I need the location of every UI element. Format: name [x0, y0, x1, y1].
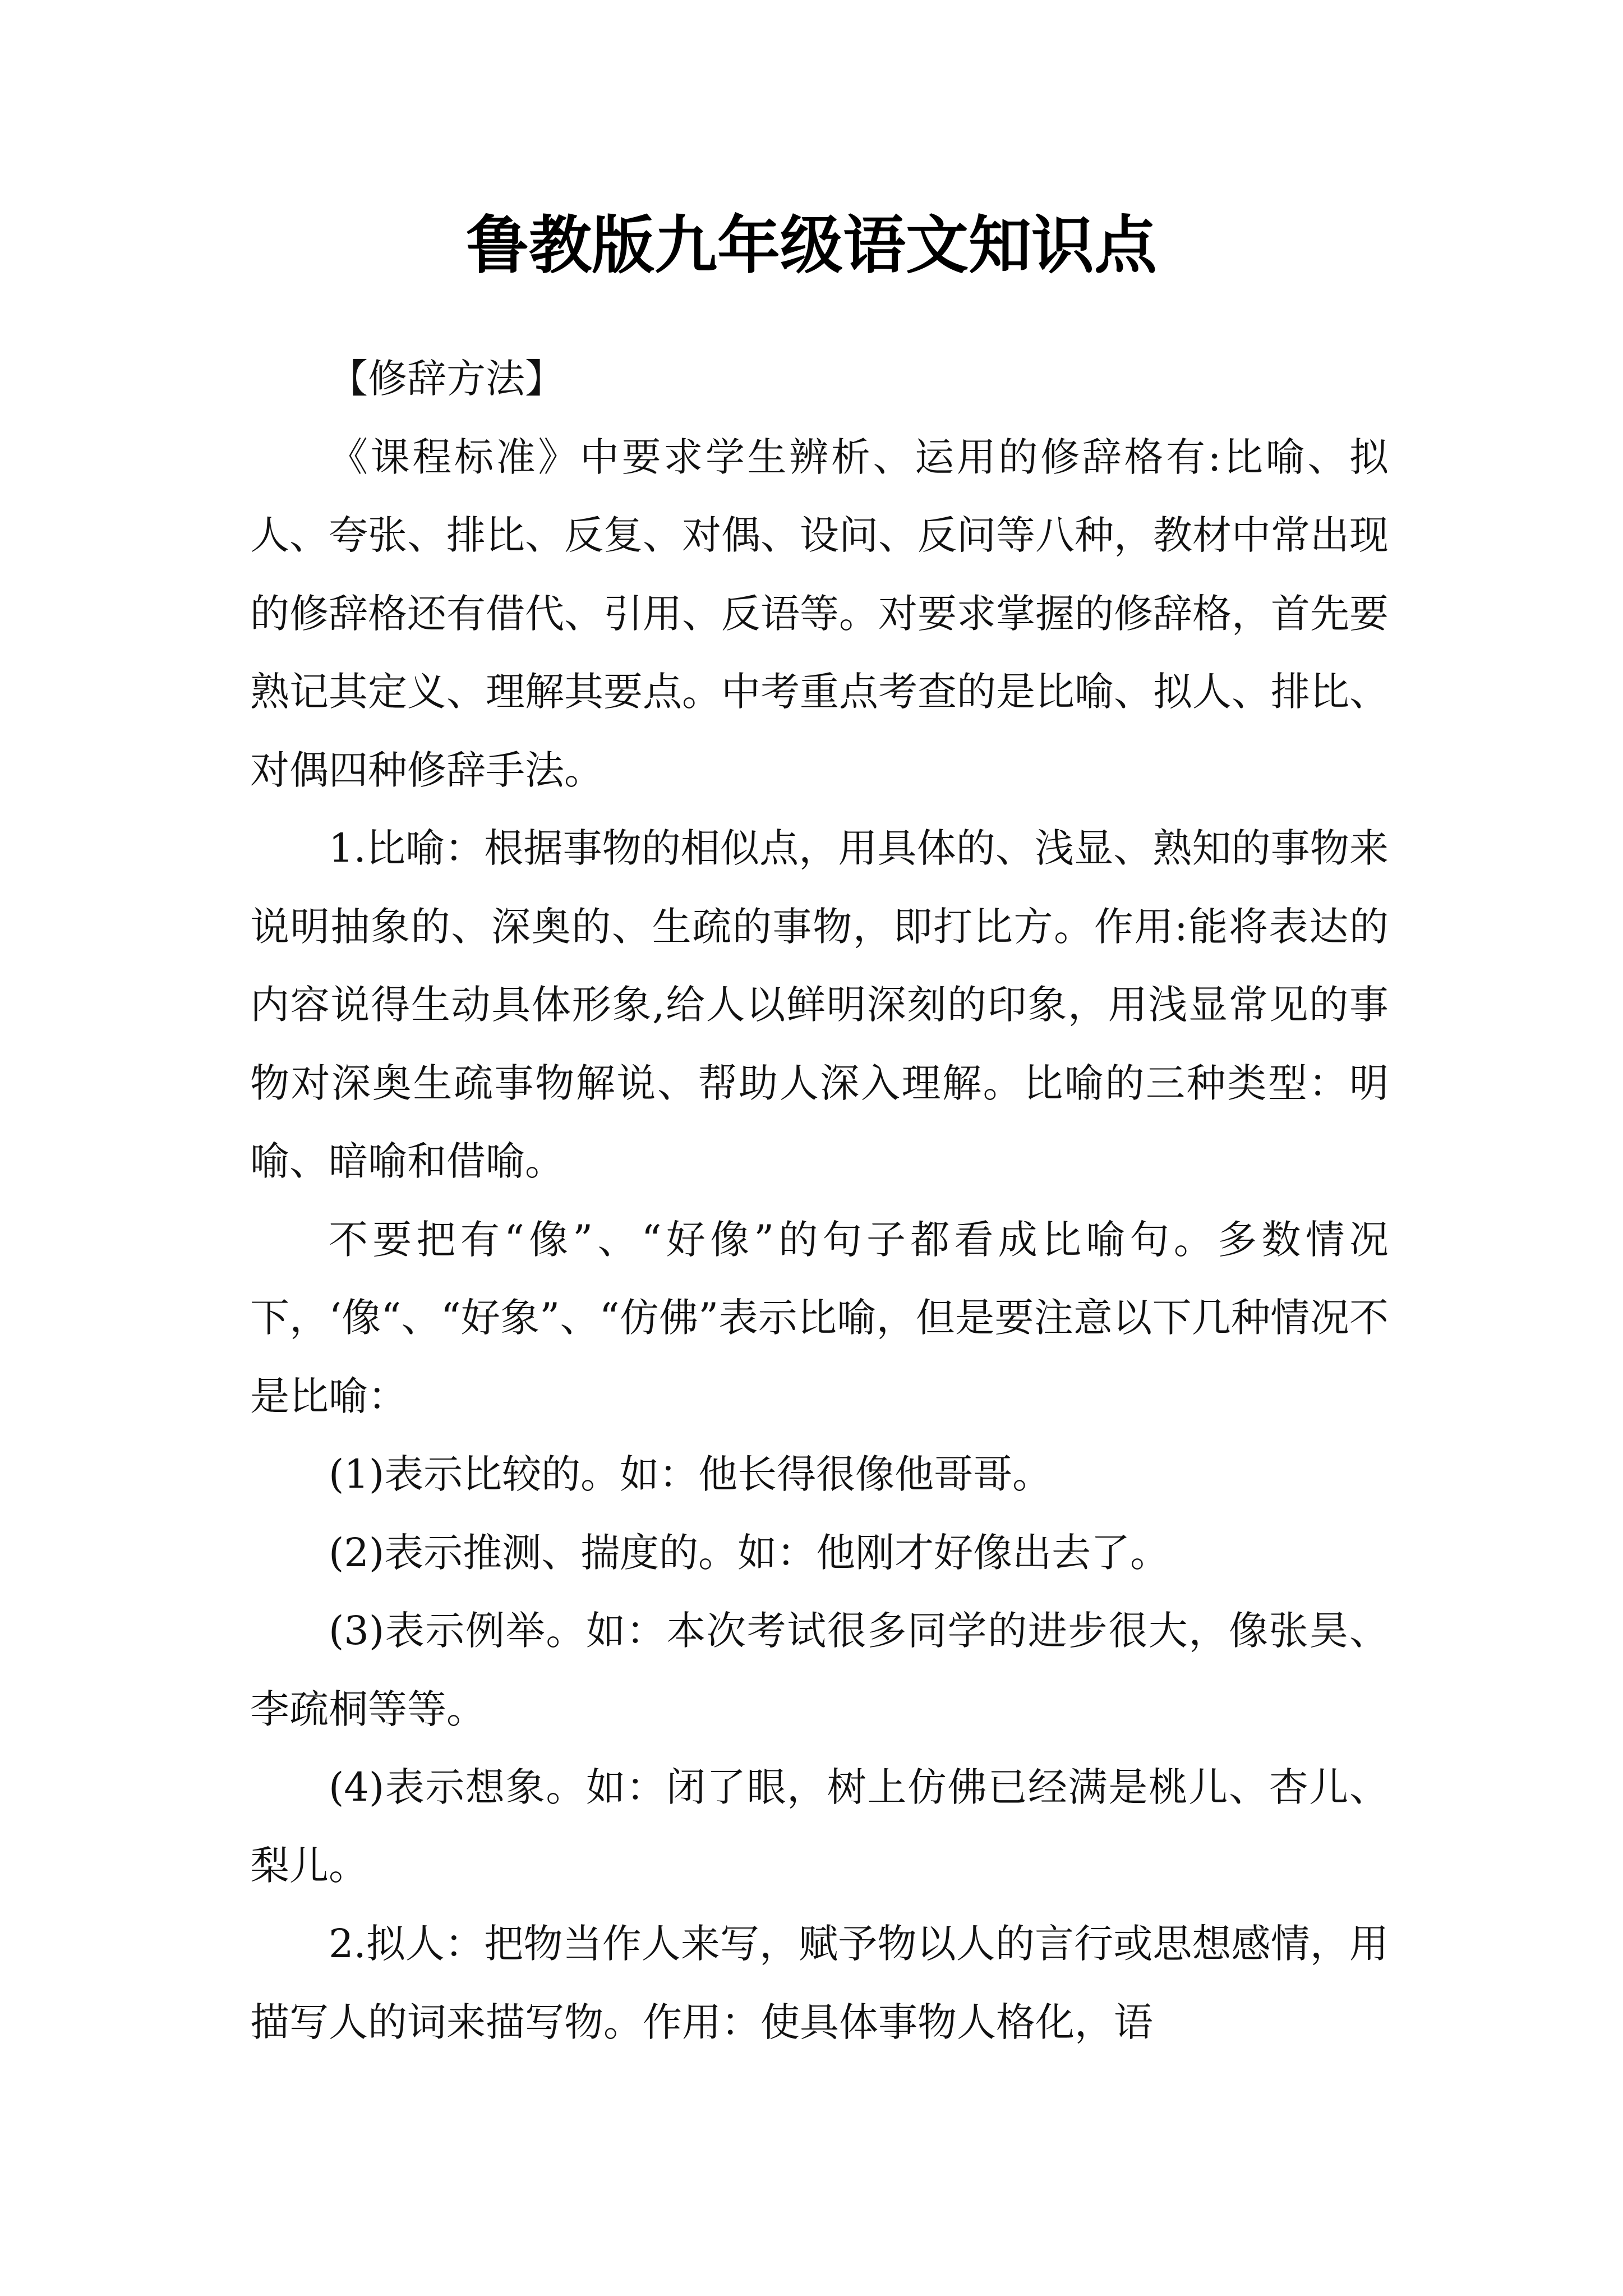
section-heading: 【修辞方法】 — [329, 356, 564, 402]
paragraph-intro: 《课程标准》中要求学生辨析、运用的修辞格有:比喻、拟人、夸张、排比、反复、对偶、设问、反问等八种，教材中常出现的修辞格还有借代、引用、反语等。对要求掌握的修辞格，首先要熟记其定义、理解其要点。中考重点考查的是比喻、拟人、排比、对偶四种修辞手法。 — [250, 434, 1389, 793]
list-item: (2)表示推测、揣度的。如：他刚才好像出去了。 — [329, 1529, 1170, 1576]
list-item: (4)表示想象。如：闭了眼，树上仿佛已经满是桃儿、杏儿、梨儿。 — [250, 1764, 1389, 1889]
document-body — [250, 340, 1389, 2062]
paragraph-personification: 2.拟人：把物当作人来写，赋予物以人的言行或思想感情，用描写人的词来描写物。作用：使具体事物人格化，语 — [250, 1921, 1389, 2045]
list-item: (3)表示例举。如：本次考试很多同学的进步很大，像张昊、李疏桐等等。 — [250, 1608, 1389, 1732]
paragraph-metaphor-note: 不要把有“像”、“好像”的句子都看成比喻句。多数情况下，‘像“、“好象”、“仿佛”表示比喻，但是要注意以下几种情况不是比喻： — [250, 1216, 1389, 1419]
list-item: (1)表示比较的。如：他长得很像他哥哥。 — [329, 1451, 1052, 1497]
document-title: 鲁教版九年级语文知识点 — [466, 209, 1157, 282]
paragraph-metaphor: 1.比喻：根据事物的相似点，用具体的、浅显、熟知的事物来说明抽象的、深奥的、生疏的事物，即打比方。作用:能将表达的内容说得生动具体形象,给人以鲜明深刻的印象，用浅显常见的事物对深奥生疏事物解说、帮助人深入理解。比喻的三种类型：明喻、暗喻和借喻。 — [250, 825, 1389, 1184]
